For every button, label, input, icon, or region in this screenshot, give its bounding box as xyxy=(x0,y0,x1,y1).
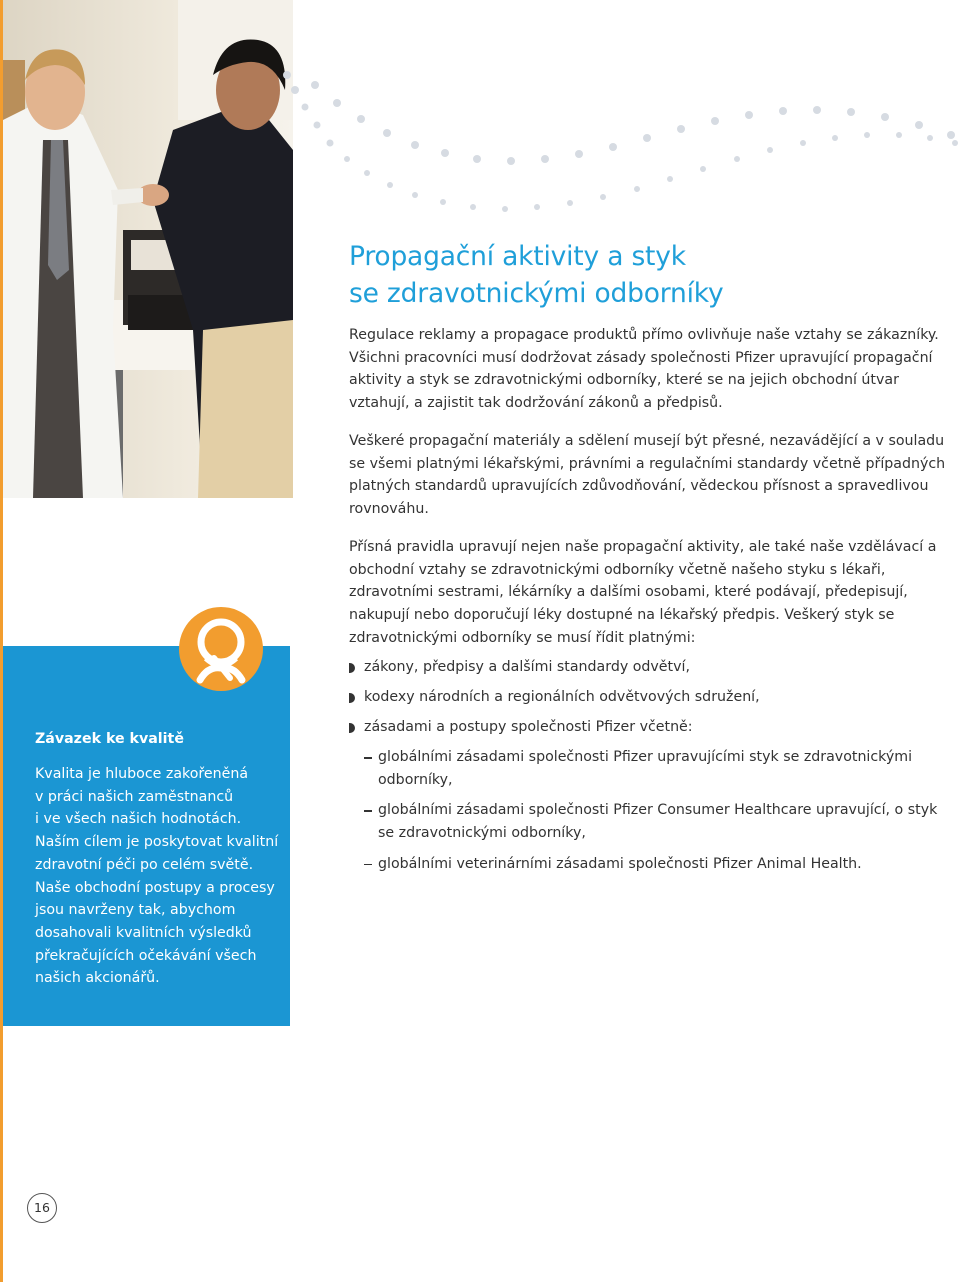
paragraph-materials: Veškeré propagační materiály a sdělení musejí být přesné, nezavádějící a v souladu se všemi platnými lékařskými, právními a regulačními standardy včetně případných platných standardů upravujících zdůvodňování, vědeckou přísnost a spravedlivou rovnováhu. xyxy=(349,433,946,518)
quality-line: dosahovali kvalitních výsledků xyxy=(35,924,252,941)
list-item xyxy=(349,716,949,746)
list-item xyxy=(364,799,949,844)
quality-line: zdravotní péči po celém světě. xyxy=(35,856,254,873)
quality-line: Naše obchodní postupy a procesy xyxy=(35,879,275,896)
list-item xyxy=(364,746,949,791)
paragraph-strict-rules: Přísná pravidla upravují nejen naše propagační aktivity, ale také naše vzdělávací a obchodní vztahy se zdravotnickými odborníky včetně našeho styku s lékaři, zdravotními sestrami, lékárníky a dalšími osobami, které podávají, předepisují, nakupují nebo doporučují léky dostupné na lékařský předpis. Veškerý styk se zdravotnickými odborníky se musí řídit platnými: xyxy=(349,539,937,646)
bullet-marker-icon xyxy=(349,663,355,673)
sub-item-text: globálními zásadami společnosti Pfizer upravujícími styk se zdravotnickými odborníky, xyxy=(378,749,913,788)
list-item xyxy=(349,686,949,716)
quality-line: našich akcionářů. xyxy=(35,970,160,987)
quality-q-icon xyxy=(178,606,264,692)
quality-box-title: Závazek ke kvalitě xyxy=(35,731,184,747)
dash-marker-icon xyxy=(364,810,372,812)
quality-callout-box xyxy=(3,646,290,1026)
quality-line: v práci našich zaměstnanců xyxy=(35,788,234,805)
sub-item-text: globálními zásadami společnosti Pfizer Consumer Healthcare upravující, o styk se zdravotnickými odborníky, xyxy=(378,802,938,842)
bullet-text: kodexy národních a regionálních odvětvových sdružení, xyxy=(364,689,760,705)
sub-list xyxy=(364,746,949,884)
dotted-wave-decoration xyxy=(275,55,960,220)
heading-line-2: se zdravotnickými odborníky xyxy=(349,278,724,309)
quality-line: Kvalita je hluboce zakořeněná xyxy=(35,766,249,782)
quality-line: jsou navrženy tak, abychom xyxy=(35,902,236,919)
quality-box-text xyxy=(35,763,279,990)
bullet-marker-icon xyxy=(349,723,355,733)
bullet-text: zákony, předpisy a dalšími standardy odvětví, xyxy=(364,659,690,675)
bullet-text: zásadami a postupy společnosti Pfizer včetně: xyxy=(364,719,693,735)
list-item xyxy=(364,853,949,876)
quality-line: Naším cílem je poskytovat kvalitní xyxy=(35,834,279,851)
quality-line: překračujících očekávání všech xyxy=(35,947,257,964)
bullet-list xyxy=(349,656,949,746)
handshake-photo-illustration xyxy=(3,0,293,498)
dash-marker-icon xyxy=(364,757,372,759)
list-item xyxy=(349,656,949,686)
dash-marker-icon xyxy=(364,864,372,866)
paragraph-regulation: Regulace reklamy a propagace produktů přímo ovlivňuje naše vztahy se zákazníky. Všichni pracovníci musí dodržovat zásady společnosti Pfizer upravující propagační aktivity a styk se zdravotnickými odborníky, které se na jejich obchodní útvar vztahují, a zajistit tak dodržování zákonů a předpisů. xyxy=(349,327,939,412)
sub-item-text: globálními veterinárními zásadami společnosti Pfizer Animal Health. xyxy=(378,855,862,872)
handshake-photo xyxy=(3,0,293,498)
section-heading xyxy=(349,238,723,312)
page-number: 16 xyxy=(27,1193,57,1223)
bullet-marker-icon xyxy=(349,693,355,703)
heading-line-1: Propagační aktivity a styk xyxy=(349,241,686,272)
quality-line: i ve všech našich hodnotách. xyxy=(35,811,242,828)
